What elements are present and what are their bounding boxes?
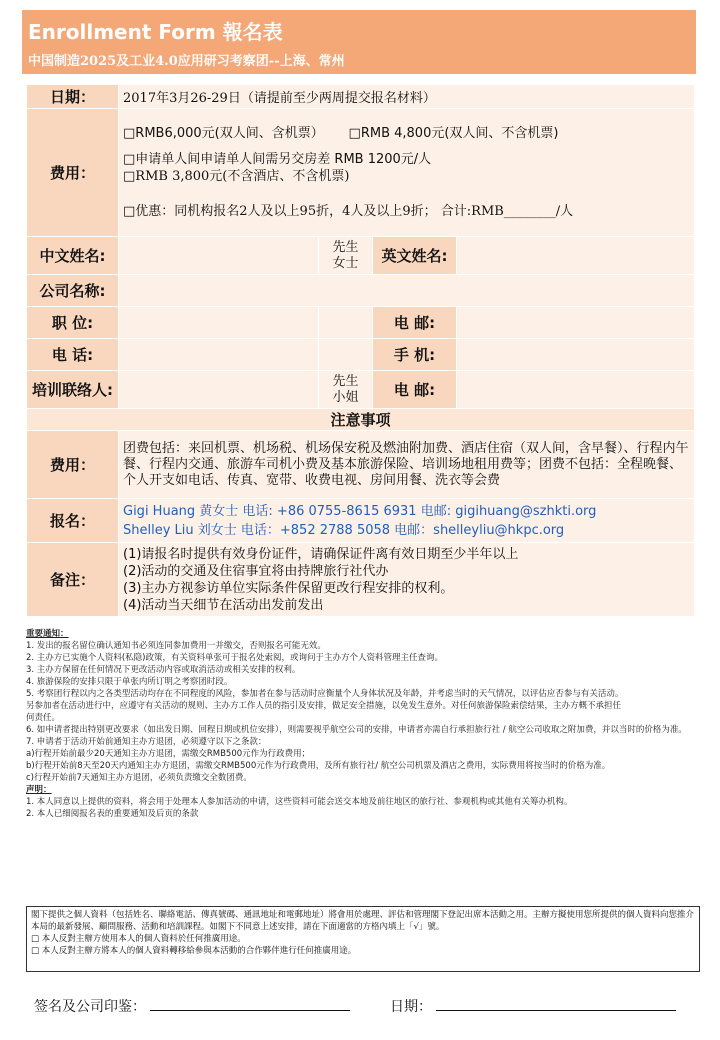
notice-item: 5. 考察团行程以内之各类型活动均存在不同程度的风险，参加者在参与活动时应衡量个人身体状况及年龄，并考虑当时的天气情况，以评估应否参与有关活动。	[26, 689, 624, 699]
notice-item: 3. 主办方保留在任何情况下更改活动内容或取消活动或相关安排的权利。	[26, 665, 301, 675]
form-subtitle: 中国制造2025及工业4.0应用研习考察团--上海、常州	[28, 54, 345, 69]
fee-option-no-hotel[interactable]: □RMB 3,800元(不含酒店、不含机票)	[123, 169, 350, 184]
salutation-mr-miss[interactable]: 先生 小姐	[319, 371, 373, 409]
en-name-label: 英文姓名:	[373, 237, 457, 275]
remark-label: 备注：	[27, 543, 119, 617]
email-label: 电 邮:	[373, 307, 457, 339]
notices-fine-heading: 重要通知：	[26, 629, 69, 639]
position-label: 职 位:	[27, 307, 119, 339]
notices-heading: 注意事项	[27, 409, 695, 431]
tel-label: 电 话:	[27, 339, 119, 371]
notice-fee-label: 费用：	[27, 431, 119, 499]
notice-item: 4. 旅游保险的安排只限于单张内所订明之考察团时段。	[26, 677, 233, 687]
form-header	[22, 10, 696, 74]
contact-gigi[interactable]: Gigi Huang 黄女士 电话: +86 0755-8615 6931 电邮: gigihuang@szhkti.org	[123, 503, 597, 519]
notice-item: 6. 如申请者提出特别更改要求（如出发日期、回程日期或机位安排），则需要视乎航空公司的安排，申请者亦需自行承担旅行社 / 航空公司收取之附加费，并以当时的价格为准。	[26, 725, 687, 735]
declaration-heading: 声明：	[26, 785, 52, 795]
cn-name-label: 中文姓名:	[27, 237, 119, 275]
notice-item: a)行程开始前最少20天通知主办方退团，需缴交RMB500元作为行政费用；	[26, 749, 311, 759]
contact-email-label: 电 邮:	[373, 371, 457, 409]
email-field[interactable]	[457, 307, 695, 339]
privacy-option-2[interactable]: □ 本人反對主辦方將本人的個人資料轉移給參與本活動的合作夥伴進行任何推廣用途。	[31, 946, 357, 956]
fee-option-single-room[interactable]: □申请单人间申请单人间需另交房差 RMB 1200元/人	[123, 152, 432, 167]
salutation-mr-ms[interactable]: 先生 女士	[319, 237, 373, 275]
signature-label: 签名及公司印鉴：	[34, 999, 146, 1015]
notice-item: 2. 主办方已实施个人资料(私隐)政策，有关资料单张可于报名处索阅，或询问于主办方个人资料管理主任查询。	[26, 653, 443, 663]
contact-shelley[interactable]: Shelley Liu 刘女士 电话：+852 2788 5058 电邮：shelleyliu@hkpc.org	[123, 522, 565, 538]
privacy-box	[26, 906, 700, 972]
declaration-item: 1. 本人同意以上提供的资料，将会用于处理本人参加活动的申请，这些资料可能会送交本地及前往地区的旅行社、参观机构或其他有关筹办机构。	[26, 797, 573, 807]
fee-option-no-flight[interactable]: □RMB 4,800元(双人间、不含机票)	[348, 126, 559, 141]
fee-label: 费用：	[27, 109, 119, 237]
fee-options	[119, 109, 695, 237]
position-field[interactable]	[119, 307, 319, 339]
notice-item: 何责任。	[26, 713, 61, 723]
declaration-item: 2. 本人已细阅报名表的重要通知及后页的条款	[26, 809, 199, 819]
signup-label: 报名：	[27, 499, 119, 543]
privacy-option-1[interactable]: □ 本人反對主辦方使用本人的個人資料於任何推廣用途。	[31, 934, 246, 944]
important-notices	[26, 628, 696, 820]
signature-date-label: 日期：	[390, 999, 432, 1015]
cn-name-field[interactable]	[119, 237, 319, 275]
notice-item: c)行程开始前7天通知主办方退团，必须负责缴交全数团费。	[26, 773, 252, 783]
company-label: 公司名称:	[27, 275, 119, 307]
date-label: 日期：	[27, 85, 119, 109]
position-spacer	[319, 307, 373, 339]
fee-option-with-flight[interactable]: □RMB6,000元(双人间、含机票）	[123, 126, 324, 141]
en-name-field[interactable]	[457, 237, 695, 275]
notice-item: b)行程开始前8天至20天内通知主办方退团，需缴交RMB500元作为行政费用，及所有旅行社/ 航空公司机票及酒店之费用，实际费用将按当时的价格为准。	[26, 761, 611, 771]
tel-spacer	[319, 339, 373, 371]
company-field[interactable]	[119, 275, 695, 307]
signature-date-line[interactable]	[436, 996, 676, 1011]
date-value: 2017年3月26-29日（请提前至少两周提交报名材料）	[119, 85, 695, 109]
notice-item: 1. 发出的报名留位确认通知书必须连同参加费用一并缴交，否则报名可能无效。	[26, 641, 326, 651]
mobile-label: 手 机:	[373, 339, 457, 371]
tel-field[interactable]	[119, 339, 319, 371]
remark-item: (3)主办方视参访单位实际条件保留更改行程安排的权利。	[123, 580, 454, 596]
privacy-text: 閣下提供之個人資料（包括姓名、聯絡電話、傳真號碼、通訊地址和電郵地址）將會用於處理、評估和管理閣下登記出席本活動之用。主辦方擬使用您所提供的個人資料向您推介本局的最新發展、顧問服務、活動和培訓課程。如閣下不同意上述安排，請在下面適當的方格內填上「√」號。	[31, 910, 695, 932]
signature-line[interactable]	[150, 996, 350, 1011]
form-title: Enrollment Form 報名表	[28, 20, 283, 44]
notice-item: 另参加者在活动进行中，应遵守有关活动的规则、主办方工作人员的指引及安排，做足安全措施，以免发生意外。对任何旅游保险索偿结果，主办方概不承担任	[26, 701, 622, 711]
contact-email-field[interactable]	[457, 371, 695, 409]
remark-item: (4)活动当天细节在活动出发前发出	[123, 597, 324, 613]
signature-block	[34, 996, 350, 1016]
remarks	[119, 543, 695, 617]
signup-contacts	[119, 499, 695, 543]
contact-person-label: 培训联络人:	[27, 371, 119, 409]
enrollment-table	[26, 84, 695, 617]
mobile-field[interactable]	[457, 339, 695, 371]
remark-item: (1)请报名时提供有效身份证件，请确保证件离有效日期至少半年以上	[123, 546, 519, 562]
remark-item: (2)活动的交通及住宿事宜将由持牌旅行社代办	[123, 563, 389, 579]
fee-discount[interactable]: □优惠：同机构报名2人及以上95折，4人及以上9折； 合计:RMB________/人	[123, 204, 574, 219]
signature-date-block	[390, 996, 676, 1016]
notice-fee-text: 团费包括：来回机票、机场税、机场保安税及燃油附加费、酒店住宿（双人间，含早餐）、行程内午餐、行程内交通、旅游车司机小费及基本旅游保险、培训场地租用费等；团费不包括：全程晚餐、个人开支如电话、传真、宽带、收费电视、房间用餐、洗衣等会费	[119, 431, 695, 499]
notice-item: 7. 申请者于活动开始前通知主办方退团，必须遵守以下之条款：	[26, 737, 267, 747]
contact-person-field[interactable]	[119, 371, 319, 409]
